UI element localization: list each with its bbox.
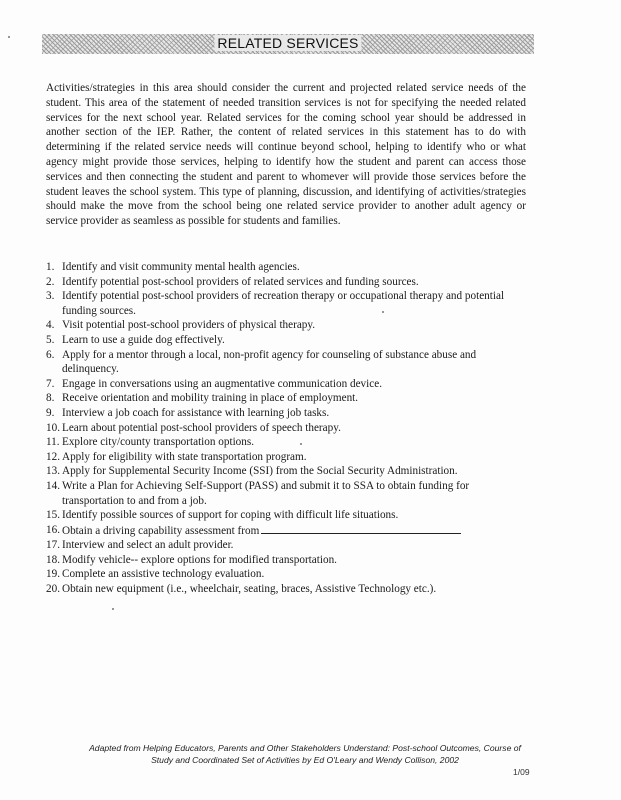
item-number: 10. bbox=[46, 421, 60, 434]
section-title: RELATED SERVICES bbox=[214, 35, 361, 51]
list-item bbox=[46, 333, 526, 348]
item-number: 12. bbox=[46, 450, 60, 463]
item-text: Visit potential post-school providers of physical therapy. bbox=[62, 319, 316, 332]
item-number: 13. bbox=[46, 465, 60, 478]
item-text-wrap bbox=[62, 538, 526, 553]
item-text-wrap bbox=[62, 348, 526, 377]
item-text-wrap bbox=[62, 391, 526, 406]
list-item bbox=[46, 391, 526, 406]
list-item bbox=[46, 567, 526, 582]
item-text-wrap bbox=[62, 260, 526, 275]
item-text: Identify possible sources of support for coping with difficult life situations. bbox=[62, 509, 399, 522]
item-number: 6. bbox=[46, 348, 55, 361]
list-item bbox=[46, 450, 526, 465]
list-item bbox=[46, 421, 526, 436]
scan-speck bbox=[300, 443, 302, 445]
item-text: Obtain a driving capability assessment from bbox=[62, 524, 260, 537]
list-item bbox=[46, 582, 526, 597]
item-number: 14. bbox=[46, 479, 60, 492]
item-text-wrap bbox=[62, 464, 526, 479]
list-item bbox=[46, 260, 526, 275]
list-item bbox=[46, 275, 526, 290]
item-text-wrap bbox=[62, 479, 526, 508]
list-item bbox=[46, 464, 526, 479]
item-text-wrap bbox=[62, 567, 526, 582]
item-text: Apply for a mentor through a local, non-profit agency for counseling of substance abuse and delinquency. bbox=[62, 348, 477, 376]
list-item bbox=[46, 435, 526, 450]
item-text: Identify potential post-school providers of recreation therapy or occupational therapy and potential funding sources. bbox=[62, 290, 505, 317]
item-number: 20. bbox=[46, 583, 60, 596]
item-text: Write a Plan for Achieving Self-Support (PASS) and submit it to SSA to obtain funding for transportation to and from a job. bbox=[62, 479, 470, 507]
intro-paragraph: Activities/strategies in this area should consider the current and projected related service needs of the student. This area of the statement of needed transition services is not for specifying the needed related services for the next school year. Related services for the coming school year should be addressed in another section of the IEP. Rather, the content of related services in this statement has to do with determining if the related service needs will continue beyond school, helping to identify who or what agency might provide those services, helping to identify how the student and parent can access those services and then connecting the student and parent to whomever will provide those services before the student leaves the school system. This type of planning, discussion, and identifying of activities/strategies should make the move from the school being one related service provider to another adult agency or service provider as seamless as possible for students and families. bbox=[46, 82, 526, 228]
section-header-banner bbox=[42, 34, 534, 54]
item-text: Receive orientation and mobility training in place of employment. bbox=[62, 392, 359, 405]
item-text: Modify vehicle-- explore options for modified transportation. bbox=[62, 553, 337, 566]
item-text-wrap bbox=[62, 435, 526, 450]
page-number: 1/09 bbox=[513, 767, 530, 777]
list-item bbox=[46, 289, 526, 318]
item-number: 19. bbox=[46, 568, 60, 581]
item-number: 18. bbox=[46, 553, 60, 566]
item-number: 15. bbox=[46, 509, 60, 522]
item-number: 9. bbox=[46, 406, 55, 419]
list-item bbox=[46, 508, 526, 523]
item-text-wrap bbox=[62, 582, 526, 597]
item-text: Interview a job coach for assistance with learning job tasks. bbox=[62, 406, 330, 419]
list-item bbox=[46, 377, 526, 392]
item-text: Obtain new equipment (i.e., wheelchair, seating, braces, Assistive Technology etc.). bbox=[62, 583, 437, 596]
item-text: Learn about potential post-school providers of speech therapy. bbox=[62, 421, 341, 434]
citation-footer bbox=[40, 742, 570, 766]
list-item bbox=[46, 479, 526, 508]
item-text-wrap bbox=[62, 289, 526, 318]
item-text-wrap bbox=[62, 421, 526, 436]
scan-speck bbox=[8, 36, 10, 38]
item-number: 5. bbox=[46, 333, 55, 346]
item-text: Apply for eligibility with state transportation program. bbox=[62, 450, 307, 463]
item-text-wrap bbox=[62, 508, 526, 523]
list-item bbox=[46, 553, 526, 568]
item-text: Explore city/county transportation options. bbox=[62, 436, 255, 449]
item-number: 3. bbox=[46, 290, 55, 303]
list-item bbox=[46, 406, 526, 421]
item-text: Identify potential post-school providers of related services and funding sources. bbox=[62, 275, 419, 288]
scan-speck bbox=[382, 311, 384, 313]
item-text-wrap bbox=[62, 318, 526, 333]
scan-speck bbox=[112, 608, 114, 610]
item-text-wrap bbox=[62, 450, 526, 465]
item-number: 4. bbox=[46, 319, 55, 332]
item-number: 17. bbox=[46, 539, 60, 552]
item-text: Interview and select an adult provider. bbox=[62, 539, 234, 552]
item-text-wrap bbox=[62, 406, 526, 421]
item-text: Identify and visit community mental health agencies. bbox=[62, 261, 300, 273]
citation-line-2: Study and Coordinated Set of Activities by Ed O'Leary and Wendy Collison, 2002 bbox=[151, 755, 459, 765]
activities-list bbox=[46, 260, 526, 597]
item-text-wrap bbox=[62, 377, 526, 392]
item-number: 16. bbox=[46, 523, 60, 536]
citation-line-1: Adapted from Helping Educators, Parents and Other Stakeholders Understand: Post-school Outcomes, Course of bbox=[89, 743, 521, 753]
fill-in-blank-line bbox=[261, 523, 461, 534]
item-text: Complete an assistive technology evaluation. bbox=[62, 568, 265, 581]
item-number: 7. bbox=[46, 377, 55, 390]
list-item bbox=[46, 538, 526, 553]
item-text-wrap bbox=[62, 333, 526, 348]
item-number: 2. bbox=[46, 275, 55, 288]
item-text: Engage in conversations using an augmentative communication device. bbox=[62, 377, 382, 390]
item-number: 1. bbox=[46, 261, 55, 273]
item-number: 11. bbox=[46, 436, 60, 449]
item-number: 8. bbox=[46, 392, 55, 405]
list-item bbox=[46, 318, 526, 333]
item-text: Learn to use a guide dog effectively. bbox=[62, 333, 225, 346]
list-item bbox=[46, 348, 526, 377]
item-text-wrap bbox=[62, 275, 526, 290]
item-text-wrap bbox=[62, 553, 526, 568]
list-item bbox=[46, 523, 526, 539]
item-text-wrap bbox=[62, 523, 526, 539]
item-text: Apply for Supplemental Security Income (SSI) from the Social Security Administration. bbox=[62, 465, 458, 478]
